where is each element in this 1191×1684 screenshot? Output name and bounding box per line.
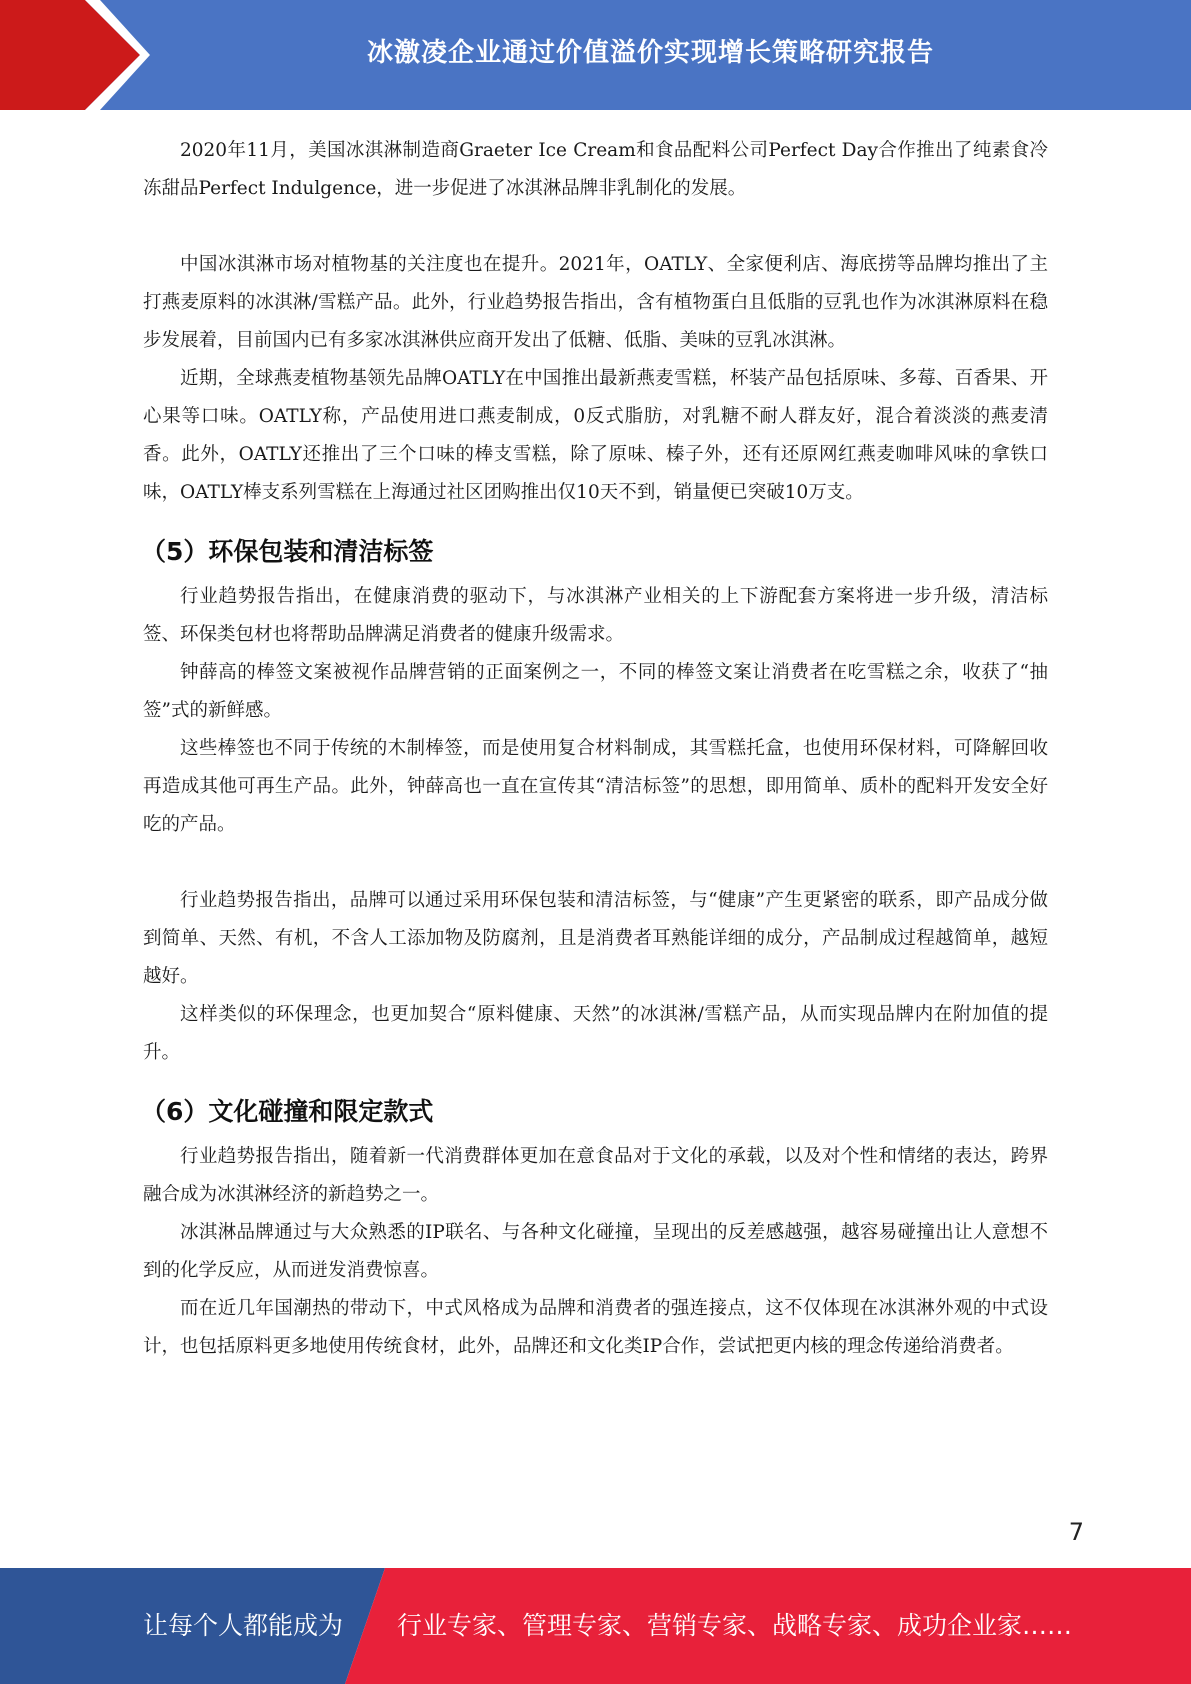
header-arrow-decoration [0, 0, 150, 110]
section6-paragraph-2: 冰淇淋品牌通过与大众熟悉的IP联名、与各种文化碰撞，呈现出的反差感越强，越容易碰撞出让人意想不到的化学反应，从而迸发消费惊喜。 [143, 1222, 1048, 1281]
paragraph-oatly: 近期，全球燕麦植物基领先品牌OATLY在中国推出最新燕麦雪糕，杯装产品包括原味、多莓、百香果、开心果等口味。OATLY称，产品使用进口燕麦制成，0反式脂肪，对乳糖不耐人群友好，混合着淡淡的燕麦清香。此外，OATLY还推出了三个口味的棒支雪糕，除了原味、榛子外，还有还原网红燕麦咖啡风味的拿铁口味，OATLY棒支系列雪糕在上海通过社区团购推出仅10天不到，销量便已突破10万支。 [143, 368, 1048, 503]
section5-paragraph-4: 行业趋势报告指出，品牌可以通过采用环保包装和清洁标签，与“健康”产生更紧密的联系，即产品成分做到简单、天然、有机，不含人工添加物及防腐剂，且是消费者耳熟能详细的成分，产品制成过程越简单，越短越好。 [143, 890, 1048, 987]
page-header [0, 0, 1191, 110]
section-heading-6: （6）文化碰撞和限定款式 [141, 1097, 434, 1126]
header-red-arrow [0, 0, 140, 110]
footer-slogan-left: 让每个人都能成为 [143, 1611, 344, 1640]
paragraph-gap [143, 208, 1048, 246]
footer-slogan-right: 行业专家、管理专家、营销专家、战略专家、成功企业家…… [397, 1611, 1073, 1640]
section5-paragraph-5: 这样类似的环保理念，也更加契合“原料健康、天然”的冰淇淋/雪糕产品，从而实现品牌内在附加值的提升。 [143, 1004, 1048, 1063]
paragraph-china-plant-based: 中国冰淇淋市场对植物基的关注度也在提升。2021年，OATLY、全家便利店、海底捞等品牌均推出了主打燕麦原料的冰淇淋/雪糕产品。此外，行业趋势报告指出，含有植物蛋白且低脂的豆乳也作为冰淇淋原料在稳步发展着，目前国内已有多家冰淇淋供应商开发出了低糖、低脂、美味的豆乳冰淇淋。 [143, 254, 1048, 351]
section5-paragraph-3: 这些棒签也不同于传统的木制棒签，而是使用复合材料制成，其雪糕托盒，也使用环保材料，可降解回收再造成其他可再生产品。此外，钟薛高也一直在宣传其“清洁标签”的思想，即用简单、质朴的配料开发安全好吃的产品。 [143, 738, 1048, 835]
paragraph-gap [143, 844, 1048, 882]
paragraph-perfect-day: 2020年11月，美国冰淇淋制造商Graeter Ice Cream和食品配料公司Perfect Day合作推出了纯素食冷冻甜品Perfect Indulgence，进一步促进了冰淇淋品牌非乳制化的发展。 [143, 140, 1048, 199]
header-title: 冰激凌企业通过价值溢价实现增长策略研究报告 [366, 37, 934, 68]
document-body [143, 132, 1048, 1366]
section6-paragraph-1: 行业趋势报告指出，随着新一代消费群体更加在意食品对于文化的承载，以及对个性和情绪的表达，跨界融合成为冰淇淋经济的新趋势之一。 [143, 1146, 1048, 1205]
section6-paragraph-3: 而在近几年国潮热的带动下，中式风格成为品牌和消费者的强连接点，这不仅体现在冰淇淋外观的中式设计，也包括原料更多地使用传统食材，此外，品牌还和文化类IP合作，尝试把更内核的理念传递给消费者。 [143, 1298, 1048, 1357]
section5-paragraph-1: 行业趋势报告指出，在健康消费的驱动下，与冰淇淋产业相关的上下游配套方案将进一步升级，清洁标签、环保类包材也将帮助品牌满足消费者的健康升级需求。 [143, 586, 1048, 645]
page-number: 7 [1068, 1518, 1084, 1546]
page-footer [0, 1568, 1191, 1684]
section-heading-5: （5）环保包装和清洁标签 [141, 537, 434, 566]
section5-paragraph-2: 钟薛高的棒签文案被视作品牌营销的正面案例之一，不同的棒签文案让消费者在吃雪糕之余，收获了“抽签”式的新鲜感。 [143, 662, 1048, 721]
